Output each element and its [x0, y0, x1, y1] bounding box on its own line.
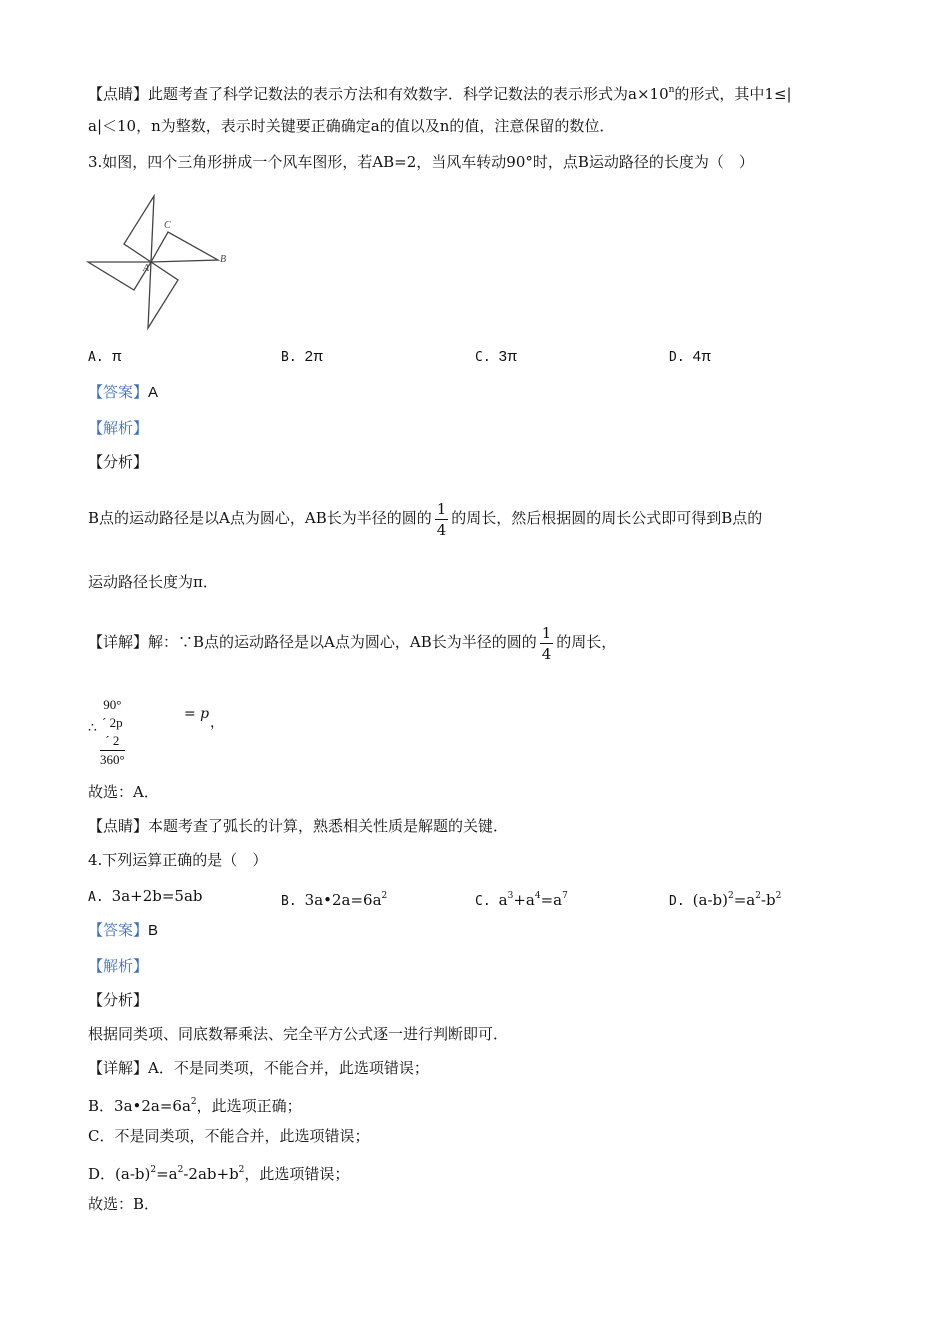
formula-denominator: 360° — [100, 752, 125, 767]
q4-answer — [88, 920, 158, 941]
label-a: A — [143, 263, 150, 274]
q3-fenxi-line1: B点的运动路径是以A点为圆心，AB长为半径的圆的 $\frac{1}{4}$ 的周长，然后根据圆的周长公式即可得到B点的 — [88, 499, 763, 539]
answer-value: B — [148, 922, 159, 939]
q4-fenxi: 根据同类项、同底数幂乘法、完全平方公式逐一进行判断即可． — [88, 1025, 509, 1043]
pinwheel-blade-left — [88, 262, 151, 290]
q4-detail-d: D．$(a-b)^2=a^2-2ab+b^2$，此选项错误； — [88, 1165, 350, 1183]
dianjing-tag: 【点睛】 — [88, 85, 149, 103]
q3-analysis-tag: 【解析】 — [88, 419, 149, 437]
dianjing-text-b: 的形式，其中1≤| — [674, 85, 792, 103]
prev-dianjing-line2: a|＜10，n为整数，表示时关键要正确确定a的值以及n的值，注意保留的数位． — [88, 117, 615, 135]
label-c: C — [164, 220, 171, 231]
fraction-one-quarter: $\frac{1}{4}$ — [436, 499, 447, 539]
detail-tag: 【详解】 — [88, 633, 149, 651]
q3-option-a: A. π — [88, 348, 123, 365]
q3-fenxi-tag: 【分析】 — [88, 453, 149, 471]
q4-detail-b: B．$3a•2a=6a^2$，此选项正确； — [88, 1097, 302, 1115]
q4-choose: 故选：B． — [88, 1195, 160, 1213]
q4-detail-a: 【详解】A．不是同类项，不能合并，此选项错误； — [88, 1059, 429, 1077]
q3-option-b: B. 2π — [281, 348, 324, 365]
label-b: B — [220, 254, 227, 265]
answer-tag: 【答案】 — [88, 383, 149, 401]
therefore-symbol: ∴ — [88, 720, 97, 736]
q4-detail-c: C．不是同类项，不能合并，此选项错误； — [88, 1127, 370, 1145]
q3-choose: 故选：A． — [88, 783, 159, 801]
q4-stem: 4.下列运算正确的是（ ） — [88, 851, 268, 869]
prev-dianjing-line1 — [88, 80, 792, 104]
answer-value: A — [148, 384, 159, 401]
pinwheel-figure — [86, 194, 236, 332]
fraction-one-quarter: $\frac{1}{4}$ — [541, 623, 552, 663]
q4-option-c: C. $a^3+a^4=a^7$ — [475, 891, 568, 909]
q3-dianjing: 【点睛】本题考查了弧长的计算，熟悉相关性质是解题的关键． — [88, 817, 509, 835]
q4-option-d: D. $(a-b)^2=a^2-b^2$ — [669, 891, 782, 909]
q4-analysis-tag: 【解析】 — [88, 957, 149, 975]
q3-fenxi-line2: 运动路径长度为π． — [88, 573, 218, 591]
q4-option-b: B. $3a•2a=6a^2$ — [281, 891, 388, 909]
q3-option-c: C. 3π — [475, 348, 518, 365]
answer-tag: 【答案】 — [88, 921, 149, 939]
pinwheel-blade-bottom — [148, 262, 178, 328]
dianjing-text-a: 此题考查了科学记数法的表示方法和有效数字．科学记数法的表示形式为a×10 — [148, 85, 669, 103]
formula-result: = p — [184, 706, 210, 722]
q3-stem: 3.如图，四个三角形拼成一个风车图形，若AB=2，当风车转动90°时，点B运动路径的长度为（ ） — [88, 153, 754, 171]
exponent: n — [668, 85, 675, 95]
formula-fraction — [100, 696, 125, 769]
formula-numerator: 90°´ 2p´ 2 — [100, 696, 125, 751]
q3-option-d: D. 4π — [669, 348, 712, 365]
pinwheel-blade-top — [124, 196, 154, 262]
q4-option-a: A. 3a+2b=5ab — [88, 887, 203, 905]
q4-fenxi-tag: 【分析】 — [88, 991, 149, 1009]
q3-answer — [88, 382, 158, 403]
formula-comma: ， — [210, 715, 224, 731]
q3-detail-line1: 【详解】解：∵B点的运动路径是以A点为圆心，AB长为半径的圆的 $\frac{1}{4}$ 的周长， — [88, 623, 617, 663]
pinwheel-blade-right — [151, 232, 218, 262]
